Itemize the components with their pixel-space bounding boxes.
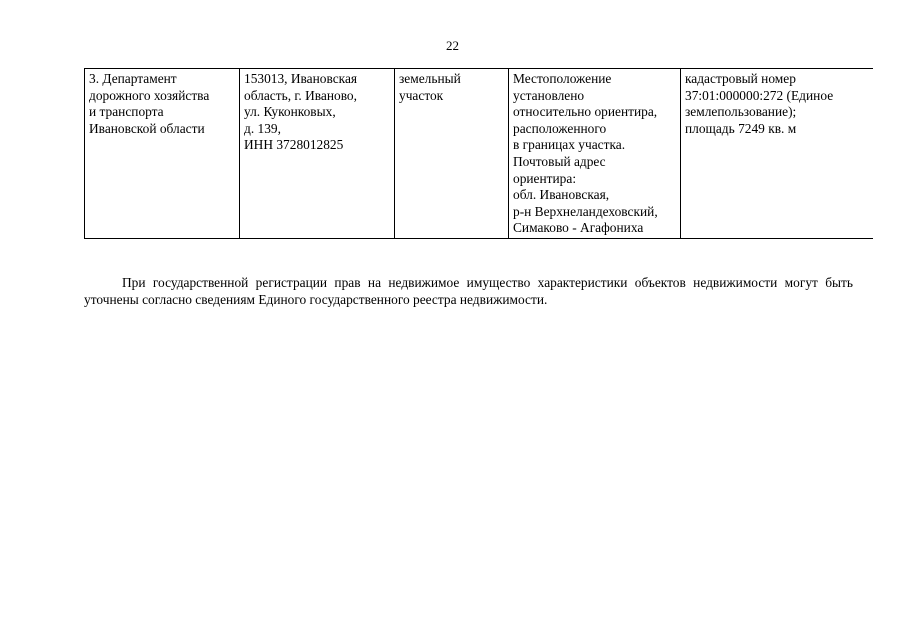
cell-owner: 3. Департамент дорожного хозяйства и транспорта Ивановской области: [85, 69, 240, 239]
registration-note: При государственной регистрации прав на недвижимое имущество характеристики объектов недвижимости могут быть уточнены согласно сведениям Единого государственного реестра недвижимости.: [84, 275, 853, 308]
page-number: 22: [446, 38, 459, 53]
table-row: [85, 69, 874, 239]
cell-address: 153013, Ивановская область, г. Иваново, ул. Куконковых, д. 139, ИНН 3728012825: [240, 69, 395, 239]
cell-object-type: земельный участок: [395, 69, 509, 239]
cell-location: Местоположение установлено относительно ориентира, расположенного в границах участка. Почтовый адрес ориентира: обл. Ивановская, р-н Верхнеландеховский, Симаково - Агафониха: [509, 69, 681, 239]
property-table: [84, 68, 873, 239]
cell-characteristics: кадастровый номер 37:01:000000:272 (Единое землепользование); площадь 7249 кв. м: [681, 69, 874, 239]
